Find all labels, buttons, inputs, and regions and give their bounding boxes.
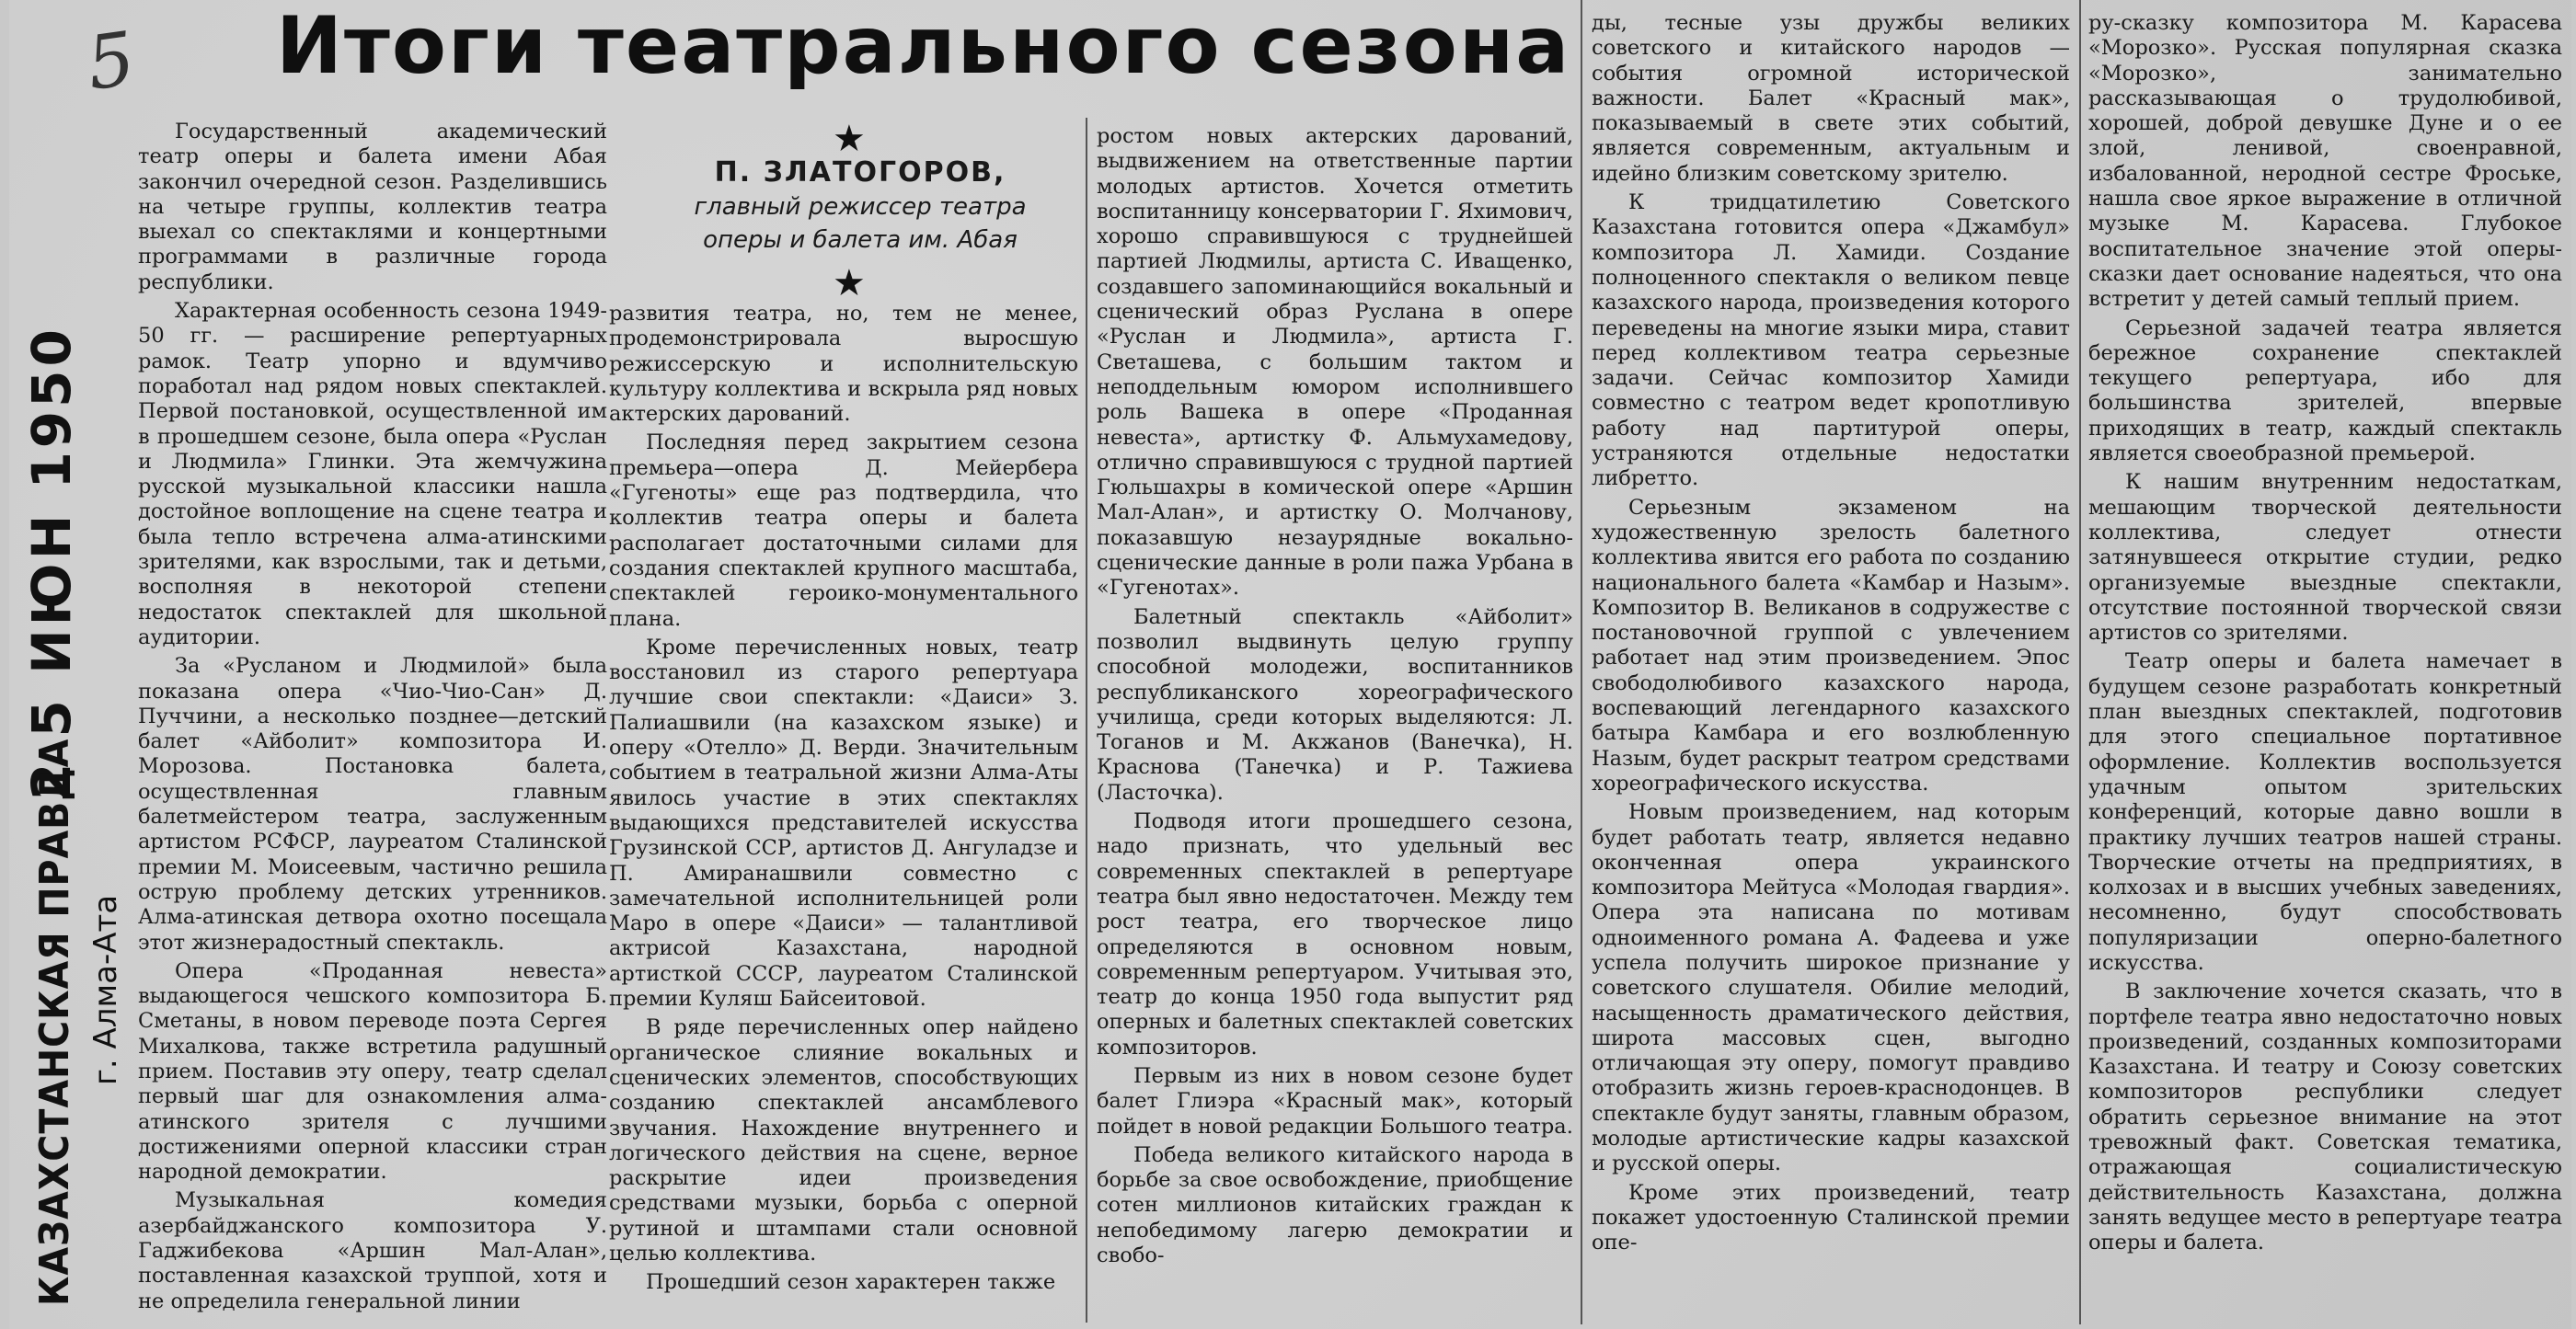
author-title-line-2: оперы и балета им. Абая [703, 226, 1018, 254]
article-headline: Итоги театрального сезона [276, 0, 1571, 92]
paragraph: Государственный академический театр оперы и балета имени Абая закончил очередной сезон. Разделившись на четыре группы, коллектив театра выехал со спектаклями и концертными программами в различные города республики. [138, 120, 607, 294]
paragraph: Кроме перечисленных новых, театр восстановил из старого репертуара лучшие свои спектакли: «Даиси» З. Палиашвили (на казахском языке) и оперу «Отелло» Д. Верди. Значительным событием в театральной жизни Алма-Аты явилось участие в этих спектаклях выдающихся представителей искусства Грузинской ССР, артистов Д. Ангуладзе и П. Амиранашвили совместно с замечательной исполнительницей роли Маро в опере «Даиси» — талантливой актрисой Казахстана, народной артисткой СССР, лауреатом Сталинской премии Куляш Байсеитовой. [609, 635, 1078, 1012]
paragraph: ростом новых актерских дарований, выдвижением на ответственные партии молодых артистов. Хочется отметить воспитанницу консерватории Г. Яхимович, хорошо справившуюся с труднейшей партией Людмилы, артиста С. Иващенко, создавшего запоминающийся вокальный и сценический образ Руслана в опере «Руслан и Людмила», артиста Г. Светашева, с большим тактом и неподдельным юмором исполнившего роль Вашека в опере «Проданная невеста», артистку Ф. Альмухамедову, отлично справившуюся с трудной партией Гюльшахры в комической опере «Аршин Мал-Алан», и артистку О. Молчанову, показавшую незаурядные вокально-сценические данные в роли пажа Урбана в «Гугенотах». [1097, 124, 1573, 601]
paragraph: За «Русланом и Людмилой» была показана опера «Чио-Чио-Сан» Д. Пуччини, а несколько позднее—детский балет «Айболит» композитора И. Морозова. Постановка балета, осуществленная главным балетмейстером театра, заслуженным артистом РСФСР, лауреатом Сталинской премии М. Моисеевым, частично решила острую проблему детских утренников. Алма-атинская детвора охотно посещала этот жизнерадостный спектакль. [138, 654, 607, 955]
paragraph: ды, тесные узы дружбы великих советского и китайского народов — события огромной исторической важности. Балет «Красный мак», показываемый в свете этих событий, является современным, актуальным и идейно близким советскому зрителю. [1592, 11, 2070, 186]
date-stamp: 2 5 ИЮН 1950 [20, 326, 83, 800]
author-name: П. ЗЛАТОГОРОВ, [714, 156, 1006, 189]
paragraph: К тридцатилетию Советского Казахстана готовится опера «Джамбул» композитора Л. Хамиди. Создание полноценного спектакля о великом певце казахского народа, произведения которого переведены на многие языки мира, ставит перед коллективом театра серьезные задачи. Сейчас композитор Хамиди совместно с театром ведет кропотливую работу над партитурой оперы, устраняются отдельные недостатки либретто. [1592, 190, 2070, 491]
author-title-line-1: главный режиссер театра [694, 193, 1027, 221]
column-1 [138, 120, 607, 1326]
column-2 [609, 302, 1078, 1324]
column-rule [1086, 118, 1087, 1323]
paragraph: Новым произведением, над которым будет работать театр, является недавно оконченная опера украинского композитора Мейтуса «Молодая гвардия». Опера эта написана по мотивам одноименного романа А. Фадеева и уже успела получить широкое признание у советского слушателя. Обилие мелодий, насыщенность драматического действия, широта массовых сцен, выгодно отличающая эту оперу, помогут правдиво отобразить жизнь героев-краснодонцев. В спектакле будут заняты, главным образом, молодые артистические кадры казахской и русской оперы. [1592, 800, 2070, 1176]
paragraph: К нашим внутренним недостаткам, мешающим творческой деятельности коллектива, следует отнести затянувшееся открытие студии, редко организуемые выездные спектакли, отсутствие постоянной творческой связи артистов со зрителями. [2088, 470, 2562, 646]
paragraph: Победа великого китайского народа в борьбе за свое освобождение, приобщение сотен миллионов китайских граждан к непобедимому лагерю демократии и свобо- [1097, 1142, 1573, 1268]
author-block [658, 156, 1063, 255]
paragraph: Первым из них в новом сезоне будет балет Глиэра «Красный мак», который пойдет в новой редакции Большого театра. [1097, 1063, 1573, 1139]
paragraph: Серьезным экзаменом на художественную зрелость балетного коллектива явится его работа по созданию национального балета «Камбар и Назым». Композитор В. Великанов в содружестве с постановочной группой с увлечением работает над этим произведением. Эпос свободолюбивого казахского народа, воспевающий легендарного казахского батыра Камбара и его возлюбленную Назым, будет раскрыт театром средствами хореографического искусства. [1592, 495, 2070, 796]
paragraph: Прошедший сезон характерен также [646, 1270, 1056, 1295]
paragraph: Опера «Проданная невеста» выдающегося чешского композитора Б. Сметаны, в новом переводе поэта Сергея Михалкова, также встретила радушный прием. Поставив эту оперу, театр сделал первый шаг для ознакомления алма-атинского зрителя с лучшими достижениями оперной классики стран народной демократии. [138, 958, 607, 1185]
column-5 [2088, 11, 2562, 1324]
paragraph: Характерная особенность сезона 1949-50 гг. — расширение репертуарных рамок. Театр упорно и вдумчиво поработал над рядом новых спектаклей. Первой постановкой, осуществленной им в прошедшем сезоне, была опера «Руслан и Людмила» Глинки. Эта жемчужина русской музыкальной классики нашла достойное воплощение на сцене театра и была тепло встречена алма-атинскими зрителями, как взрослыми, так и детьми, восполняя в некоторой степени недостаток спектаклей для школьной аудитории. [138, 299, 607, 649]
paragraph: Серьезной задачей театра является бережное сохранение спектаклей текущего репертуара, ибо для большинства зрителей, впервые приходящих в театр, каждый спектакль является своеобразной премьерой. [2088, 315, 2562, 466]
paragraph: В заключение хочется сказать, что в портфеле театра явно недостаточно новых произведений, созданных композиторами Казахстана. И театру и Союзу советских композиторов республики следует обратить серьезное внимание на этот тревожный факт. Советская тематика, отражающая социалистическую действительность Казахстана, должна занять ведущее место в репертуаре театра оперы и балета. [2088, 980, 2562, 1255]
star-ornament: ★ [833, 118, 866, 160]
paragraph: Балетный спектакль «Айболит» позволил выдвинуть целую группу способной молодежи, воспитанников республиканского хореографического училища, среди которых выделяются: Л. Тоганов и М. Акжанов (Ванечка), Н. Краснова (Танечка) и Р. Тажиева (Ласточка). [1097, 604, 1573, 805]
star-ornament: ★ [833, 262, 866, 304]
column-3 [1097, 124, 1573, 1324]
paragraph: Кроме этих произведений, театр покажет удостоенную Сталинской премии опе- [1592, 1180, 2070, 1255]
column-4 [1592, 11, 2070, 1324]
paragraph: Подводя итоги прошедшего сезона, надо признать, что удельный вес современных спектаклей в репертуаре театра был явно недостаточен. Между тем рост театра, его творческое лицо определяются в основном новым, современным репертуаром. Учитывая это, театр до конца 1950 года выпустит ряд оперных и балетных спектаклей советских композиторов. [1097, 809, 1573, 1060]
paragraph: В ряде перечисленных опер найдено органическое слияние вокальных и сценических элементов, способствующих созданию спектаклей ансамблевого звучания. Нахождение внутреннего и логического действия на сцене, верное раскрытие идеи произведения средствами музыки, борьба с оперной рутиной и штампами стали основной целью коллектива. [609, 1015, 1078, 1266]
city-label: г. Алма-Ата [87, 894, 124, 1085]
paragraph: ру-сказку композитора М. Карасева «Морозко». Русская популярная сказка «Морозко», занимательно рассказывающая о трудолюбивой, хорошей, доброй девушке Дуне и о ее злой, ленивой, своенравной, избалованной, неродной сестре Фроське, нашла свое яркое выражение в отличной музыке М. Карасева. Глубокое воспитательное значение этой оперы-сказки дает основание надеяться, что она встретит у детей самый теплый прием. [2088, 11, 2562, 312]
column-rule [1581, 0, 1582, 1324]
paragraph: Музыкальная комедия азербайджанского композитора У. Гаджибекова «Аршин Мал-Алан», поставленная казахской труппой, хотя и не определила генеральной линии [138, 1188, 607, 1313]
paragraph: Театр оперы и балета намечает в будущем сезоне разработать конкретный план выездных спектаклей, подготовив для этого специальное портативное оформление. Коллектив воспользуется удачным опытом зрительских конференций, которые давно вошли в практику лучших театров нашей страны. Творческие отчеты на предприятиях, в колхозах и в высших учебных заведениях, несомненно, будут способствовать популяризации оперно-балетного искусства. [2088, 649, 2562, 975]
paragraph: развития театра, но, тем не менее, продемонстрировала выросшую режиссерскую и исполнительскую культуру коллектива и вскрыла ряд новых актерских дарований. [609, 302, 1078, 427]
paragraph: Последняя перед закрытием сезона премьера—опера Д. Мейербера «Гугеноты» еще раз подтвердила, что коллектив театра оперы и балета располагает достаточными силами для создания спектаклей крупного масштаба, спектаклей героико-монументального плана. [609, 430, 1078, 631]
page-mark: 5 [81, 15, 141, 108]
column-rule [2079, 0, 2081, 1324]
newspaper-name: КАЗАХСТАНСКАЯ ПРАВДА [31, 738, 78, 1306]
